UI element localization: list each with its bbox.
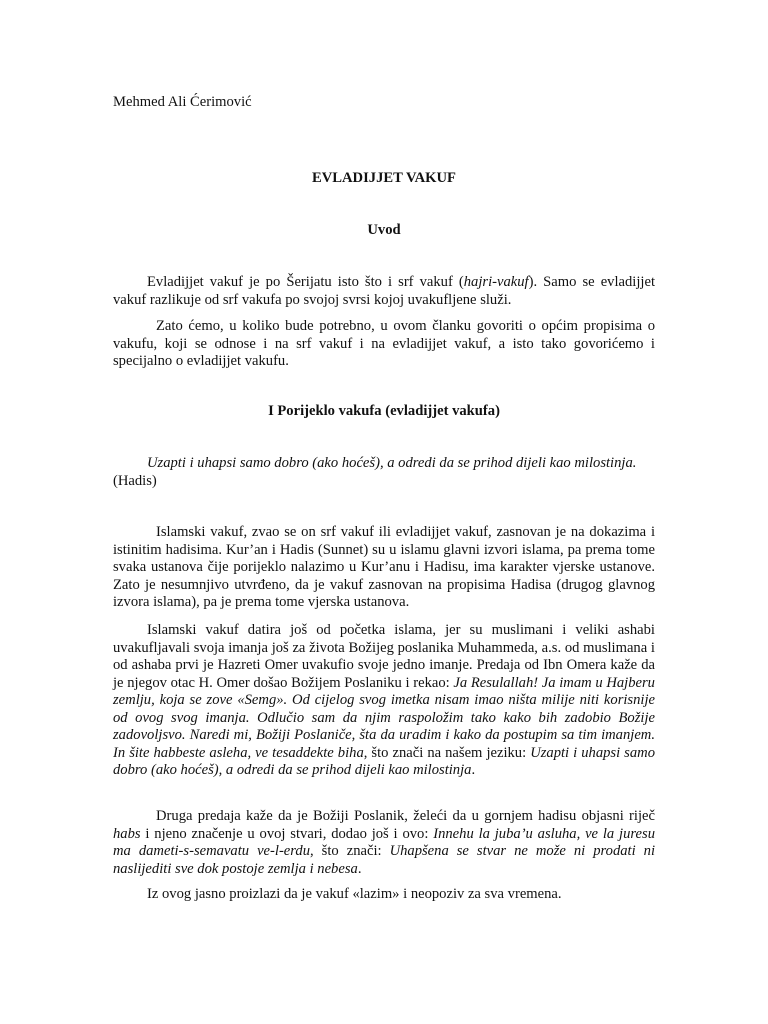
origin-paragraph-4: Iz ovog jasno proizlazi da je vakuf «lazim» i neopoziv za sva vremena. bbox=[147, 886, 562, 902]
text-run: . bbox=[357, 860, 362, 877]
italic-run: Uhapšena se stvar ne može ni prodati ni naslijediti sve dok postoje zemlja i nebesa bbox=[113, 843, 656, 877]
text-run: ). Samo se evladijjet vakuf razlikuje od srf vakufa po svojoj svrsi kojoj uvakufljene služi. bbox=[113, 274, 655, 308]
text-run: Islamski vakuf datira još od početka islama, jer su muslimani i veliki ashabi uvakufljavali svoja imanja još za života Božijeg poslanika Muhammeda, a.s. od muslimana i od ashaba prvi je Hazreti Omer uvakufio svoje jedno imanje. Predaja od Ibn Omera kaže da je njegov otac H. Omer došao Božijem Poslaniku i rekao: bbox=[113, 622, 655, 691]
section-heading-intro: Uvod bbox=[367, 222, 401, 238]
intro-paragraph-2: Zato ćemo, u koliko bude potrebno, u ovom članku govoriti o općim propisima o vakufu, koji se odnose i na srf vakuf i na evladijjet vakuf, a isto tako govorićemo i specijalno o evladijjet vakufu. bbox=[113, 318, 655, 369]
hadith-epigraph bbox=[113, 455, 655, 490]
italic-run: Ja Resulallah! Ja imam u Hajberu zemlju, koja se zove «Semg». Od cijelog svog imetka nisam imao ništa milije niti korisnije od ovog svog imanja. Odlučio sam da njim raspoložim tako kako bih zadobio Božije zadovoljsvo. Naredi mi, Božiji Poslaniče, šta da uradim i kako da postupim sa tim imanjem. In šite habbeste asleha, ve tesaddekte biha bbox=[113, 674, 655, 761]
text-run: , što znači na našem jeziku: bbox=[363, 744, 531, 761]
italic-run: hajri-vakuf bbox=[463, 274, 529, 290]
italic-run: Uzapti i uhapsi samo dobro (ako hoćeš), a odredi da se prihod dijeli kao milostinja bbox=[113, 744, 655, 778]
section-heading-origin: I Porijeklo vakufa (evladijjet vakufa) bbox=[268, 403, 500, 419]
intro-paragraph-1 bbox=[113, 274, 655, 309]
author-name: Mehmed Ali Ćerimović bbox=[113, 94, 252, 110]
epigraph-source: (Hadis) bbox=[113, 472, 157, 489]
text-run: . bbox=[471, 762, 476, 778]
text-run: Evladijjet vakuf je po Šerijatu isto što i srf vakuf ( bbox=[147, 274, 464, 290]
origin-paragraph-1: Islamski vakuf, zvao se on srf vakuf ili evladijjet vakuf, zasnovan je na dokazima i istinitim hadisima. Kur’an i Hadis (Sunnet) su u islamu glavni izvori islama, pa prema tome svaka ustanova čije porijeklo nalazimo u Kur’anu i Hadisu, ima karakter vjerske ustanove. Zato je nesumnjivo utvrđeno, da je vakuf zasnovan na propisima Hadisa (drugog glavnog izvora islama), pa je prema tome vjerska ustanova. bbox=[113, 524, 655, 610]
origin-paragraph-2 bbox=[113, 622, 655, 780]
epigraph-text: Uzapti i uhapsi samo dobro (ako hoćeš), a odredi da se prihod dijeli kao milostinja. bbox=[147, 455, 637, 471]
text-run: , što znači: bbox=[310, 843, 390, 859]
italic-run: Innehu la juba’u asluha, ve la juresu ma dameti-s-semavatu ve-l-erdu bbox=[113, 825, 655, 859]
document-title: EVLADIJJET VAKUF bbox=[312, 170, 456, 186]
text-run: Druga predaja kaže da je Božiji Poslanik, želeći da u gornjem hadisu objasni riječ bbox=[156, 808, 655, 824]
italic-run: habs bbox=[113, 825, 141, 842]
origin-paragraph-3 bbox=[113, 808, 655, 878]
text-run: i njeno značenje u ovoj stvari, dodao još i ovo: bbox=[140, 825, 434, 842]
